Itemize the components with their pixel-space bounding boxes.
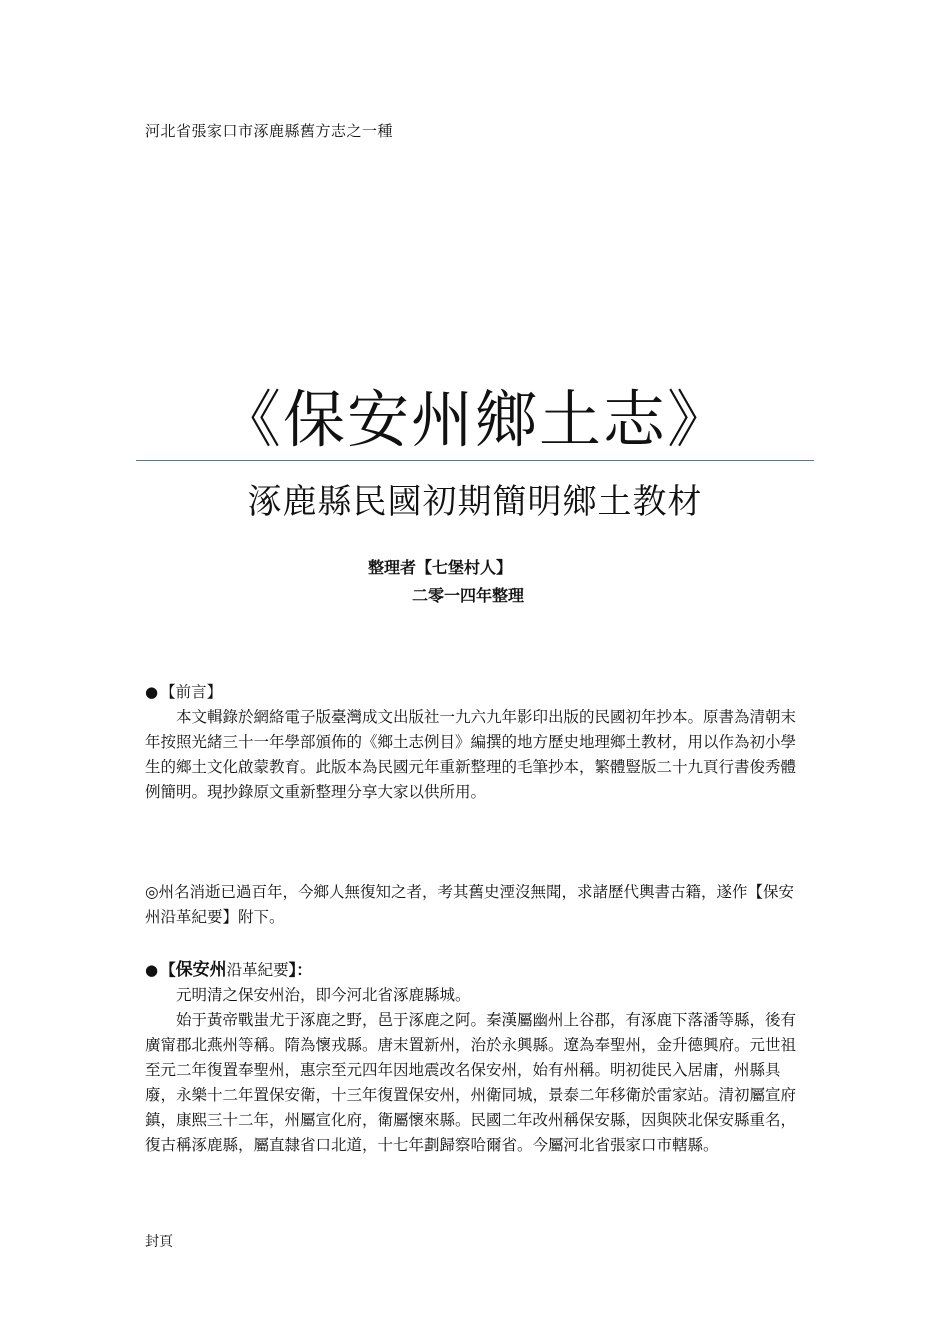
footer-label: 封頁 — [145, 1234, 173, 1250]
note-text: ◎州名消逝已過百年，今鄉人無復知之者，考其舊史湮沒無聞，求諸歷代輿書古籍，遂作【保安州沿革紀要】附下。 — [145, 883, 795, 926]
history-section — [145, 957, 805, 1158]
bullet-icon: ● — [145, 683, 159, 701]
history-heading-close: 】： — [288, 960, 312, 979]
header-line: 河北省張家口市涿鹿縣舊方志之一種 — [145, 122, 394, 140]
preface-heading-label: 【前言】 — [160, 683, 223, 701]
history-line: 元明清之保安州治，即今河北省涿鹿縣城。 — [176, 986, 471, 1004]
preface-heading — [145, 680, 805, 705]
title-divider — [136, 460, 814, 461]
page-title: 《保安州鄉土志》 — [218, 383, 731, 456]
edit-date: 二零一四年整理 — [412, 586, 525, 605]
history-heading — [145, 957, 805, 983]
bullet-icon: ● — [145, 961, 159, 979]
history-paragraph: 始于黃帝戰蚩尤于涿鹿之野，邑于涿鹿之阿。秦漢屬幽州上谷郡，有涿鹿下落潘等縣，後有廣甯郡北燕州等稱。隋為懷戎縣。唐末置新州，治於永興縣。遼為奉聖州，金升德興府。元世祖至元二年復置奉聖州，惠宗至元四年因地震改名保安州，始有州稱。明初徙民入居庸，州縣具廢，永樂十二年置保安衛，十三年復置保安州，州衛同城，景泰二年移衛於雷家站。清初屬宣府鎮，康熙三十二年，州屬宣化府，衛屬懷來縣。民國二年改州稱保安縣，因與陝北保安縣重名，復古稱涿鹿縣，屬直隸省口北道，十七年劃歸察哈爾省。今屬河北省張家口市轄縣。 — [145, 1011, 797, 1154]
history-heading-strong: 保安州 — [175, 960, 227, 980]
page-subtitle: 涿鹿縣民國初期簡明鄉土教材 — [247, 482, 703, 522]
preface-section — [145, 680, 805, 805]
history-heading-open: 【 — [160, 960, 176, 979]
history-heading-rest: 沿革紀要 — [226, 961, 289, 979]
note-section — [145, 880, 805, 930]
preface-body: 本文輯錄於網絡電子版臺灣成文出版社一九六九年影印出版的民國初年抄本。原書為清朝末年按照光緒三十一年學部頒佈的《鄉土志例目》編撰的地方歷史地理鄉土教材，用以作為初小學生的鄉土文化啟蒙教育。此版本為民國元年重新整理的毛筆抄本，繁體豎版二十九頁行書俊秀體例簡明。現抄錄原文重新整理分享大家以供所用。 — [145, 708, 797, 801]
editor-credit: 整理者【七堡村人】 — [368, 558, 513, 577]
